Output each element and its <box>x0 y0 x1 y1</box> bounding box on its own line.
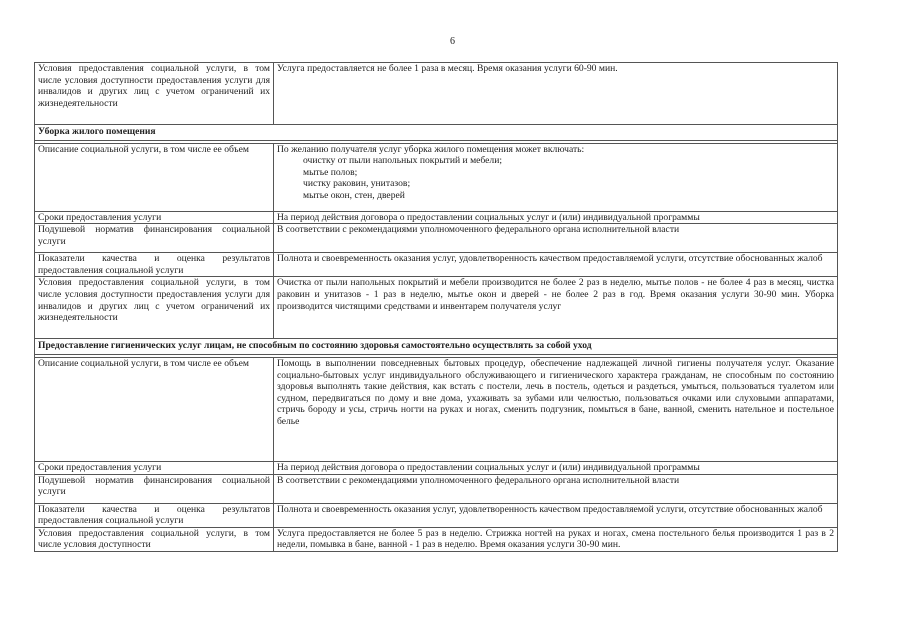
row-value: Полнота и своевременность оказания услуг, удовлетворенность качеством предоставляемой услуги, отсутствие обоснованных жалоб <box>274 503 838 527</box>
row-label: Показатели качества и оценка результатов предоставления социальной услуги <box>35 253 274 277</box>
table-row <box>35 527 838 551</box>
table-row <box>35 474 838 503</box>
table-row <box>35 503 838 527</box>
table-row <box>35 277 838 339</box>
row-value: Услуга предоставляется не более 1 раза в месяц. Время оказания услуги 60-90 мин. <box>274 63 838 125</box>
row-value-intro: По желанию получателя услуг уборка жилого помещения может включать: <box>277 143 585 155</box>
service-table <box>34 62 838 552</box>
row-label: Подушевой норматив финансирования социальной услуги <box>35 224 274 253</box>
section-heading: Предоставление гигиенических услуг лицам, не способным по состоянию здоровья самостоятельно осуществлять за собой уход <box>35 339 838 355</box>
row-value: Услуга предоставляется не более 5 раз в неделю. Стрижка ногтей на руках и ногах, смена постельного белья производится 1 раз в 2 недели, помывка в бане, ванной - 1 раз в неделю. Время оказания услуги 30-90 мин. <box>274 527 838 551</box>
table-row <box>35 211 838 224</box>
table-row <box>35 253 838 277</box>
row-value: Полнота и своевременность оказания услуг, удовлетворенность качеством предоставляемой услуги, отсутствие обоснованных жалоб <box>274 253 838 277</box>
table-row <box>35 357 838 461</box>
row-label: Сроки предоставления услуги <box>35 211 274 224</box>
table-row <box>35 63 838 125</box>
row-label: Условия предоставления социальной услуги, в том числе условия доступности предоставления услуги для инвалидов и других лиц с учетом ограничений их жизнедеятельности <box>35 277 274 339</box>
page-number: 6 <box>450 36 455 47</box>
table-row <box>35 143 838 211</box>
row-value: Помощь в выполнении повседневных бытовых процедур, обеспечение надлежащей личной гигиены получателя услуг. Оказание социально-бытовых услуг индивидуального обслуживающего и гигиенического характера гражданам, не способным по состоянию здоровья выполнять такие действия, как встать с постели, лечь в постель, одеться и раздеться, умыться, пользоваться туалетом или судном, передвигаться по дому и вне дома, ухаживать за зубами или челюстью, пользоваться очками или слуховыми аппаратами, стричь бороду и усы, стричь ногти на руках и ногах, сменить подгузник, помыться в бане, ванной, сменить нательное и постельное белье <box>274 357 838 461</box>
row-label: Описание социальной услуги, в том числе ее объем <box>35 357 274 461</box>
list-item: чистку раковин, унитазов; <box>303 178 411 190</box>
row-value: На период действия договора о предоставлении социальных услуг и (или) индивидуальной программы <box>274 211 838 224</box>
row-label: Показатели качества и оценка результатов предоставления социальной услуги <box>35 503 274 527</box>
row-value <box>274 143 838 211</box>
section-heading: Уборка жилого помещения <box>35 125 838 141</box>
row-value: В соответствии с рекомендациями уполномоченного федерального органа исполнительной власти <box>274 224 838 253</box>
table-row <box>35 224 838 253</box>
list-item: очистку от пыли напольных покрытий и мебели; <box>303 155 503 167</box>
row-label: Описание социальной услуги, в том числе ее объем <box>35 143 274 211</box>
section-heading-row <box>35 339 838 355</box>
row-value: Очистка от пыли напольных покрытий и мебели производится не более 2 раз в неделю, мытье полов - не более 4 раз в месяц, чистка раковин и унитазов - 1 раз в неделю, мытье окон и дверей - не более 2 раз в год. Время оказания услуги 30-90 мин. Уборка производится чистящими средствами и инвентарем получателя услуг <box>274 277 838 339</box>
row-label: Сроки предоставления услуги <box>35 461 274 474</box>
row-label: Условия предоставления социальной услуги, в том числе условия доступности предоставления услуги для инвалидов и других лиц с учетом ограничений их жизнедеятельности <box>35 63 274 125</box>
row-label: Подушевой норматив финансирования социальной услуги <box>35 474 274 503</box>
list-item: мытье полов; <box>303 166 358 178</box>
list-item: мытье окон, стен, дверей <box>303 189 405 201</box>
section-heading-row <box>35 125 838 141</box>
table-row <box>35 461 838 474</box>
row-value: В соответствии с рекомендациями уполномоченного федерального органа исполнительной власти <box>274 474 838 503</box>
row-value: На период действия договора о предоставлении социальных услуг и (или) индивидуальной программы <box>274 461 838 474</box>
row-label: Условия предоставления социальной услуги, в том числе условия доступности <box>35 527 274 551</box>
